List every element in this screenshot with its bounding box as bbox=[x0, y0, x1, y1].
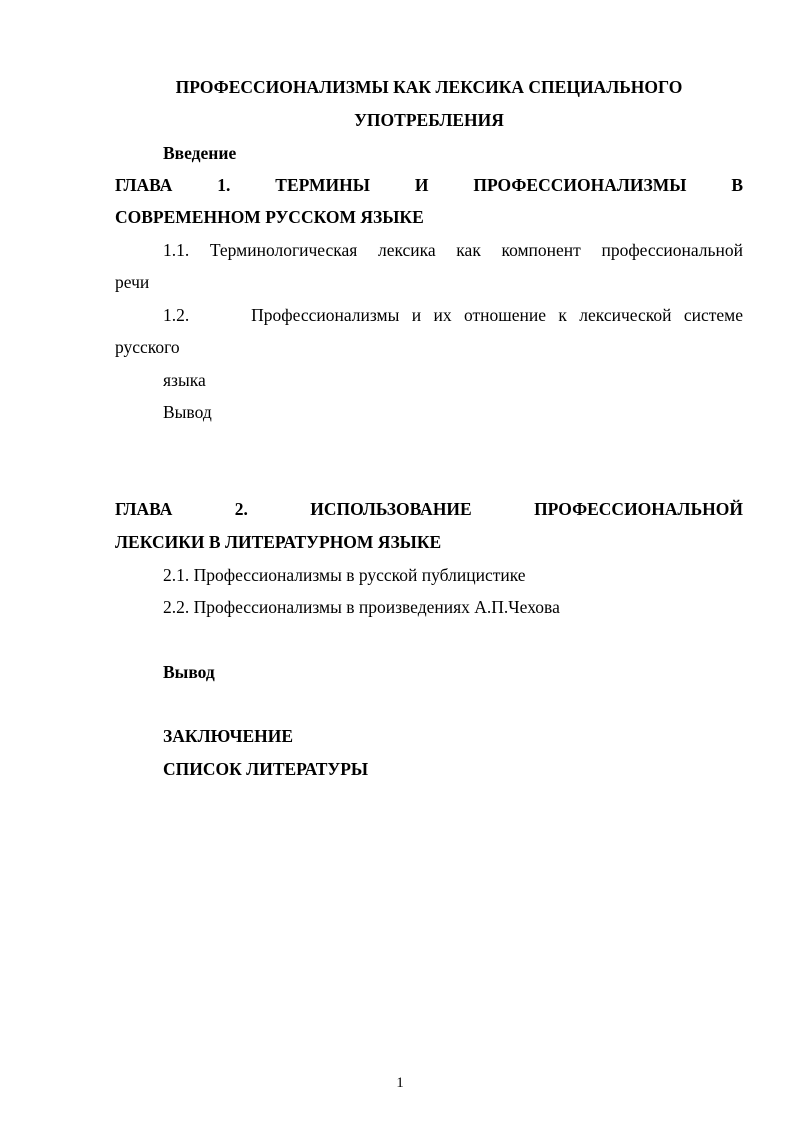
toc-item-1-2-line-3: языка bbox=[163, 370, 206, 390]
toc-chapter1-conclusion: Вывод bbox=[163, 402, 212, 422]
toc-chapter1-heading-line-2: СОВРЕМЕННОМ РУССКОМ ЯЗЫКЕ bbox=[115, 207, 424, 227]
document-title-line-1: ПРОФЕССИОНАЛИЗМЫ КАК ЛЕКСИКА СПЕЦИАЛЬНОГО bbox=[175, 77, 683, 97]
toc-chapter2-conclusion: Вывод bbox=[163, 662, 215, 682]
toc-intro: Введение bbox=[163, 143, 237, 163]
toc-chapter2-heading-line-1: ГЛАВА 2. ИСПОЛЬЗОВАНИЕ ПРОФЕССИОНАЛЬНОЙ bbox=[115, 499, 743, 519]
toc-item-1-2-line-1: 1.2. Профессионализмы и их отношение к лексической системе bbox=[163, 305, 743, 325]
document-title-line-2: УПОТРЕБЛЕНИЯ bbox=[354, 110, 504, 130]
toc-item-2-1: 2.1. Профессионализмы в русской публицистике bbox=[163, 565, 526, 585]
toc-item-1-1-line-2: речи bbox=[115, 272, 150, 292]
toc-item-1-1-line-1: 1.1. Терминологическая лексика как компонент профессиональной bbox=[163, 240, 743, 260]
toc-final-conclusion: ЗАКЛЮЧЕНИЕ bbox=[163, 726, 294, 746]
page-number: 1 bbox=[396, 1075, 404, 1091]
toc-bibliography: СПИСОК ЛИТЕРАТУРЫ bbox=[163, 759, 369, 779]
toc-chapter1-heading-line-1: ГЛАВА 1. ТЕРМИНЫ И ПРОФЕССИОНАЛИЗМЫ В bbox=[115, 175, 743, 195]
toc-item-1-2-line-2: русского bbox=[115, 337, 180, 357]
toc-item-2-2: 2.2. Профессионализмы в произведениях А.П.Чехова bbox=[163, 597, 560, 617]
toc-chapter2-heading-line-2: ЛЕКСИКИ В ЛИТЕРАТУРНОМ ЯЗЫКЕ bbox=[115, 532, 442, 552]
